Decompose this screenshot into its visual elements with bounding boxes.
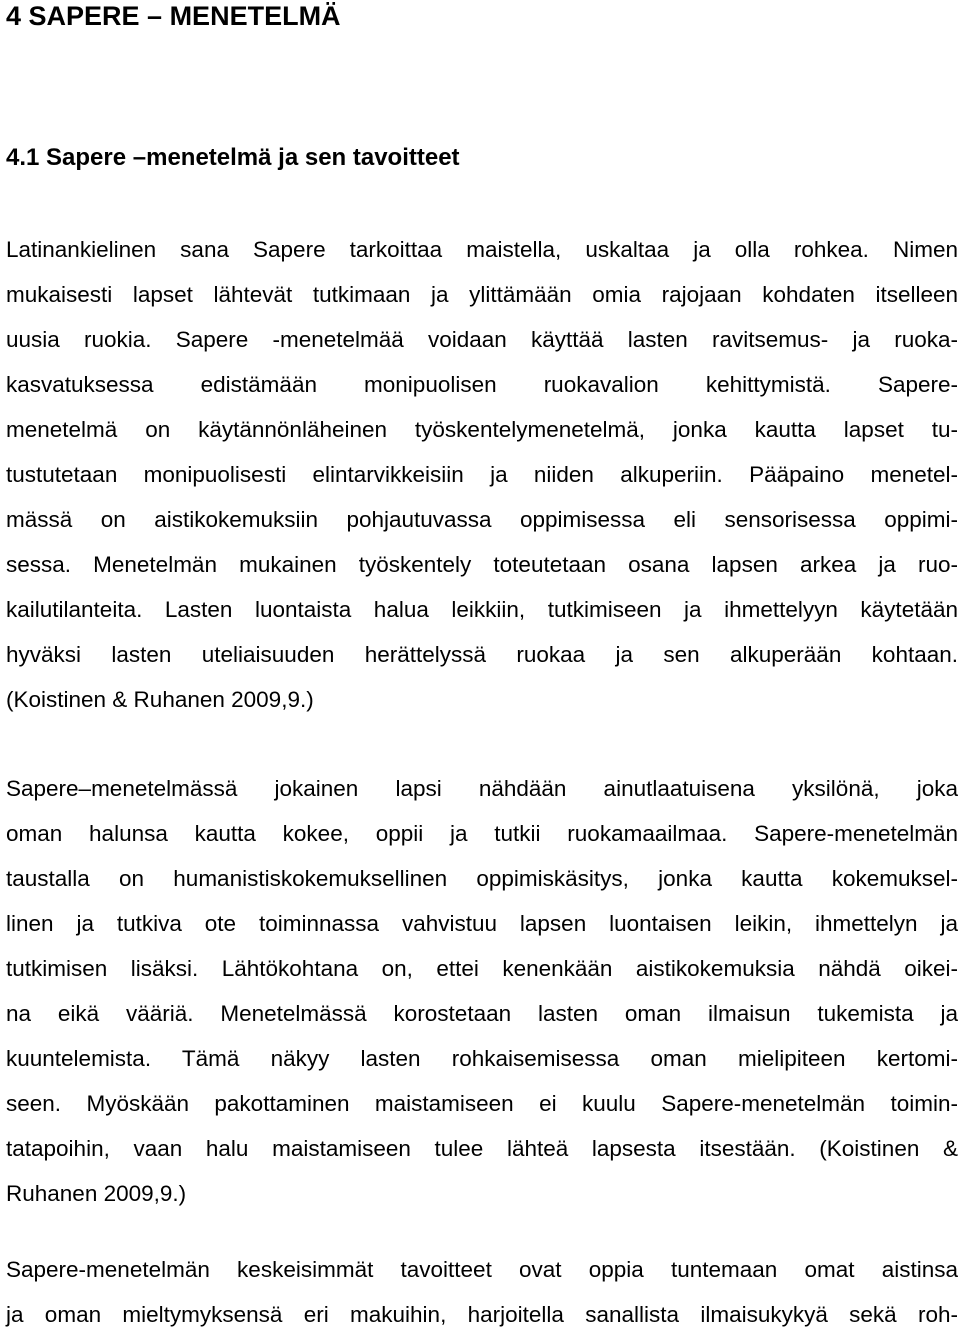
text-line: kuuntelemista. Tämä näkyy lasten rohkaisemisessa oman mielipiteen kertomi- <box>6 1046 958 1071</box>
text-line: Sapere-menetelmän keskeisimmät tavoitteet ovat oppia tuntemaan omat aistinsa <box>6 1257 958 1282</box>
text-line: tatapoihin, vaan halu maistamiseen tulee lähteä lapsesta itsestään. (Koistinen & <box>6 1136 958 1161</box>
text-line: linen ja tutkiva ote toiminnassa vahvistuu lapsen luontaisen leikin, ihmettelyn ja <box>6 911 958 936</box>
text-line: sessa. Menetelmän mukainen työskentely toteutetaan osana lapsen arkea ja ruo- <box>6 552 958 577</box>
text-line: ja oman mieltymyksensä eri makuihin, harjoitella sanallista ilmaisukykyä sekä roh- <box>6 1302 958 1327</box>
text-line: mässä on aistikokemuksiin pohjautuvassa oppimisessa eli sensorisessa oppimi- <box>6 507 958 532</box>
text-line: oman halunsa kautta kokee, oppii ja tutkii ruokamaailmaa. Sapere-menetelmän <box>6 821 958 846</box>
text-line: tustutetaan monipuolisesti elintarvikkeisiin ja niiden alkuperiin. Pääpaino menetel- <box>6 462 958 487</box>
text-line: tutkimisen lisäksi. Lähtökohtana on, ettei kenenkään aistikokemuksia nähdä oikei- <box>6 956 958 981</box>
section-heading: 4.1 Sapere –menetelmä ja sen tavoitteet <box>6 144 460 171</box>
text-line: Ruhanen 2009,9.) <box>6 1181 187 1206</box>
text-line: (Koistinen & Ruhanen 2009,9.) <box>6 687 314 712</box>
text-line: kasvatuksessa edistämään monipuolisen ruokavalion kehittymistä. Sapere- <box>6 372 958 397</box>
text-line: menetelmä on käytännönläheinen työskentelymenetelmä, jonka kautta lapset tu- <box>6 417 958 442</box>
paragraph-goals <box>6 1247 958 1337</box>
text-line: na eikä vääriä. Menetelmässä korostetaan lasten oman ilmaisun tukemista ja <box>6 1001 958 1026</box>
chapter-heading: 4 SAPERE – MENETELMÄ <box>6 1 341 31</box>
paragraph-intro <box>6 227 958 722</box>
text-line: seen. Myöskään pakottaminen maistamiseen ei kuulu Sapere-menetelmän toimin- <box>6 1091 958 1116</box>
text-line: Latinankielinen sana Sapere tarkoittaa maistella, uskaltaa ja olla rohkea. Nimen <box>6 237 958 262</box>
paragraph-method <box>6 766 958 1216</box>
text-line: mukaisesti lapset lähtevät tutkimaan ja ylittämään omia rajojaan kohdaten itselleen <box>6 282 958 307</box>
text-line: hyväksi lasten uteliaisuuden herättelyssä ruokaa ja sen alkuperään kohtaan. <box>6 642 958 667</box>
text-line: Sapere–menetelmässä jokainen lapsi nähdään ainutlaatuisena yksilönä, joka <box>6 776 958 801</box>
text-line: taustalla on humanistiskokemuksellinen oppimiskäsitys, jonka kautta kokemuksel- <box>6 866 958 891</box>
text-line: uusia ruokia. Sapere -menetelmää voidaan käyttää lasten ravitsemus- ja ruoka- <box>6 327 958 352</box>
text-line: kailutilanteita. Lasten luontaista halua leikkiin, tutkimiseen ja ihmettelyyn käytetään <box>6 597 958 622</box>
